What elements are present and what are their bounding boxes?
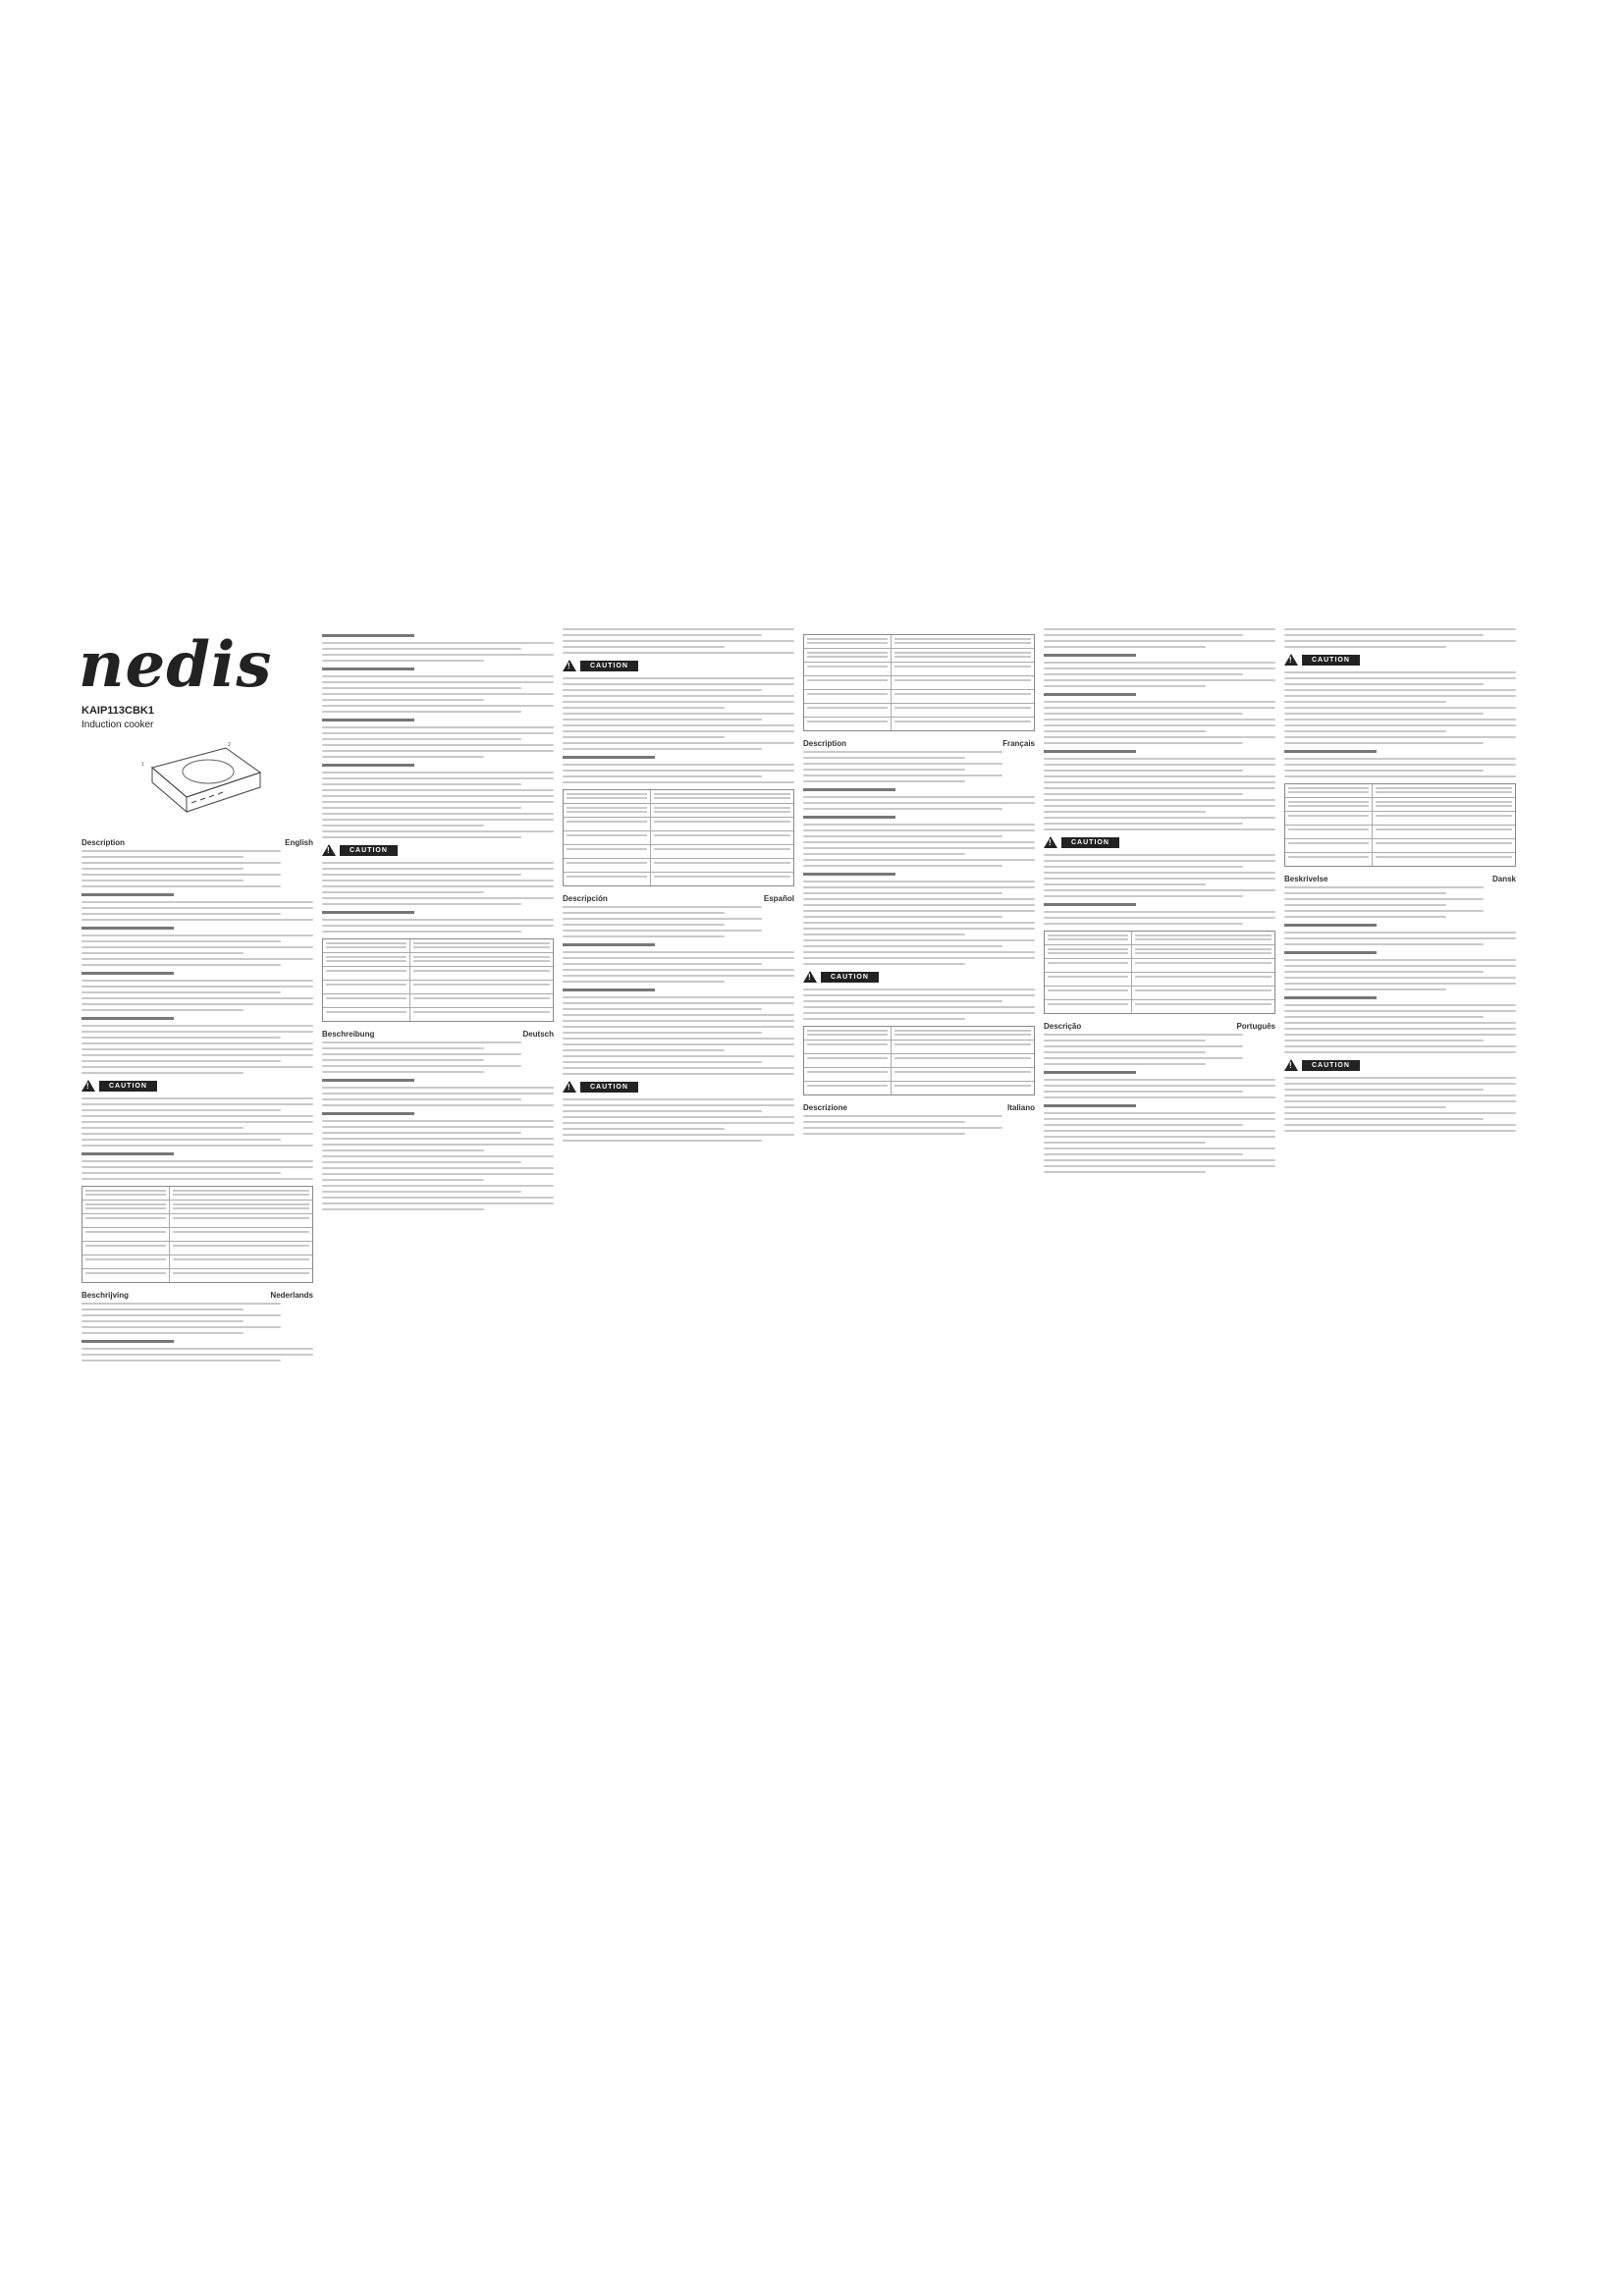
section-language: Italiano: [1006, 1103, 1035, 1112]
column-italian-portuguese: [1044, 628, 1275, 1177]
warning-triangle-icon: [1284, 1059, 1298, 1071]
section-language: English: [285, 838, 313, 847]
caution-label: ! CAUTION: [563, 660, 794, 671]
warning-triangle-icon: [1044, 836, 1057, 848]
caution-label: ! CAUTION: [81, 1080, 313, 1092]
troubleshooting-table: [803, 1026, 1035, 1095]
section-language: Português: [1236, 1022, 1275, 1031]
warning-triangle-icon: [1284, 654, 1298, 666]
troubleshooting-table: [803, 634, 1035, 731]
section-language: Español: [763, 894, 794, 903]
troubleshooting-table: [322, 938, 554, 1022]
section-title: Beschreibung: [322, 1030, 375, 1039]
svg-text:1: 1: [141, 762, 144, 768]
section-title: Description: [803, 739, 847, 748]
warning-triangle-icon: [803, 971, 817, 983]
warning-triangle-icon: [81, 1080, 95, 1092]
section-title: Beskrivelse: [1284, 875, 1328, 883]
caution-label: ! CAUTION: [1284, 654, 1516, 666]
svg-text:2: 2: [228, 742, 231, 748]
warning-triangle-icon: [563, 660, 576, 671]
section-language: Dansk: [1491, 875, 1516, 883]
caution-label: ! CAUTION: [1284, 1059, 1516, 1071]
section-language: Deutsch: [522, 1030, 554, 1039]
caution-label: ! CAUTION: [1044, 836, 1275, 848]
section-title: Descrizione: [803, 1103, 847, 1112]
model-number: KAIP113CBK1: [81, 705, 154, 717]
product-name: Induction cooker: [81, 720, 154, 730]
column-dutch-german: [322, 628, 554, 1214]
column-german-spanish: [563, 628, 794, 1146]
caution-label: ! CAUTION: [803, 971, 1035, 983]
troubleshooting-table: [1284, 783, 1516, 867]
section-language: Français: [1002, 739, 1035, 748]
caution-label: ! CAUTION: [563, 1081, 794, 1093]
section-title: Descripción: [563, 894, 608, 903]
troubleshooting-table: [81, 1186, 313, 1283]
section-title: Description: [81, 838, 126, 847]
troubleshooting-table: [1044, 931, 1275, 1014]
warning-triangle-icon: [563, 1081, 576, 1093]
section-title: Beschrijving: [81, 1291, 130, 1300]
induction-cooker-icon: [137, 738, 265, 827]
column-portuguese-danish: [1284, 628, 1516, 1136]
brand-logo: nedis: [79, 628, 273, 702]
troubleshooting-table: [563, 789, 794, 886]
section-language: Nederlands: [270, 1291, 313, 1300]
column-english: [81, 832, 313, 1365]
section-title: Descrição: [1044, 1022, 1082, 1031]
caution-label: ! CAUTION: [322, 844, 554, 856]
warning-triangle-icon: [322, 844, 336, 856]
column-spanish-french: [803, 628, 1035, 1139]
